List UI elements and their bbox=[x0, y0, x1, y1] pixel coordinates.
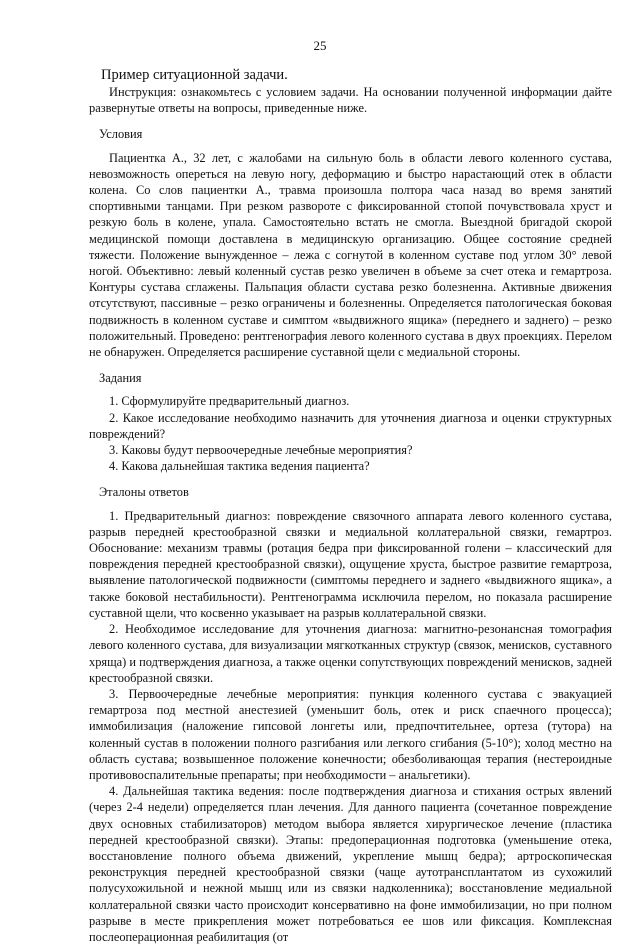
answer-paragraph: 4. Дальнейшая тактика ведения: после подтверждения диагноза и стихания острых явлений (через 2-4 недели) определяется план лечения. Для данного пациента (сочетанное повреждение двух основных стабилизаторов) методом выбора является хирургическое лечение (пластика передней крестообразной связки). Этапы: предоперационная подготовка (уменьшение отека, восстановление полного объема движений, укрепление мышц бедра); артроскопическая реконструкция передней крестообразной связки (чаще аутотрансплантатом из сухожилий полусухожильной и нежной мышц или из связки надколенника); восстановление медиальной коллатеральной связки часто происходит консервативно на фоне иммобилизации, но при полном разрыве в месте прикрепления может потребоваться ее шов или фиксация. Комплексная послеоперационная реабилитация (от bbox=[89, 784, 612, 944]
conditions-heading: Условия bbox=[99, 127, 143, 142]
tasks-list bbox=[89, 393, 612, 474]
document-body bbox=[89, 66, 612, 945]
answer-paragraph: 1. Предварительный диагноз: повреждение связочного аппарата левого коленного сустава, разрыв передней крестообразной связки и медиальной коллатеральной связки, гемартроз. Обоснование: механизм травмы (ротация бедра при фиксированной голени – классический для повреждения передней крестообразной связки), ощущение хруста, быстрое развитие гемартроза, выявление патологической подвижности (симптомы переднего и заднего «выдвижного ящика», а также боковой нестабильности). Рентгенограмма исключила перелом, но показала расширение суставной щели, что косвенно указывает на разрыв коллатеральной связки. bbox=[89, 508, 612, 620]
list-item: 3. Каковы будут первоочередные лечебные мероприятия? bbox=[109, 443, 413, 458]
instruction-paragraph: Инструкция: ознакомьтесь с условием задачи. На основании полученной информации дайте развернутые ответы на вопросы, приведенные ниже. bbox=[89, 85, 612, 116]
list-item: 2. Какое исследование необходимо назначить для уточнения диагноза и оценки структурных повреждений? bbox=[89, 410, 612, 441]
answer-paragraph: 3. Первоочередные лечебные мероприятия: пункция коленного сустава с эвакуацией гемартроза под местной анестезией (уменьшит боль, отек и риск спаечного процесса); иммобилизация (наложение гипсовой лонгеты или, предпочтительнее, ортеза (тутора) на коленный сустав в положении полного разгибания или легкого сгибания (5-10°); холод местно на область сустава; возвышенное положение конечности; обезболивающая терапия (нестероидные противовоспалительные препараты; при необходимости – анальгетики). bbox=[89, 686, 612, 782]
answers-heading: Эталоны ответов bbox=[99, 485, 189, 500]
page-title: Пример ситуационной задачи. bbox=[101, 67, 288, 83]
tasks-heading: Задания bbox=[99, 371, 142, 386]
answer-paragraph: 2. Необходимое исследование для уточнения диагноза: магнитно-резонансная томография левого коленного сустава, для визуализации мягкотканных структур (связок, менисков, суставного хряща) и подтверждения диагноза, а также оценки сопутствующих повреждений менисков, задней крестообразной связки. bbox=[89, 622, 612, 685]
page-number: 25 bbox=[313, 38, 327, 53]
list-item: 1. Сформулируйте предварительный диагноз. bbox=[109, 394, 350, 409]
list-item: 4. Какова дальнейшая тактика ведения пациента? bbox=[109, 459, 370, 474]
answers-list bbox=[89, 508, 612, 945]
conditions-paragraph: Пациентка А., 32 лет, с жалобами на сильную боль в области левого коленного сустава, невозможность опереться на левую ногу, деформацию и быстро нарастающий отек в области колена. Со слов пациентки А., травма произошла полтора часа назад во время занятий спортивными танцами. При резком развороте с фиксированной стопой почувствовала хруст и резкую боль в колене, упала. Самостоятельно встать не смогла. Выездной бригадой скорой медицинской помощи доставлена в медицинскую организацию. Общее состояние средней тяжести. Положение вынужденное – лежа с согнутой в коленном суставе под углом 30° левой ногой. Объективно: левый коленный сустав резко увеличен в объеме за счет отека и гемартроза. Контуры сустава сглажены. Пальпация области сустава резко болезненна. Активные движения отсутствуют, пассивные – резко ограничены и болезненны. Определяется патологическая боковая подвижность в коленном суставе и симптом «выдвижного ящика» (переднего и заднего) – резко положительный. Проведено: рентгенография левого коленного сустава в двух проекциях. Перелом не обнаружен. Определяется расширение суставной щели с медиальной стороны. bbox=[89, 150, 612, 360]
